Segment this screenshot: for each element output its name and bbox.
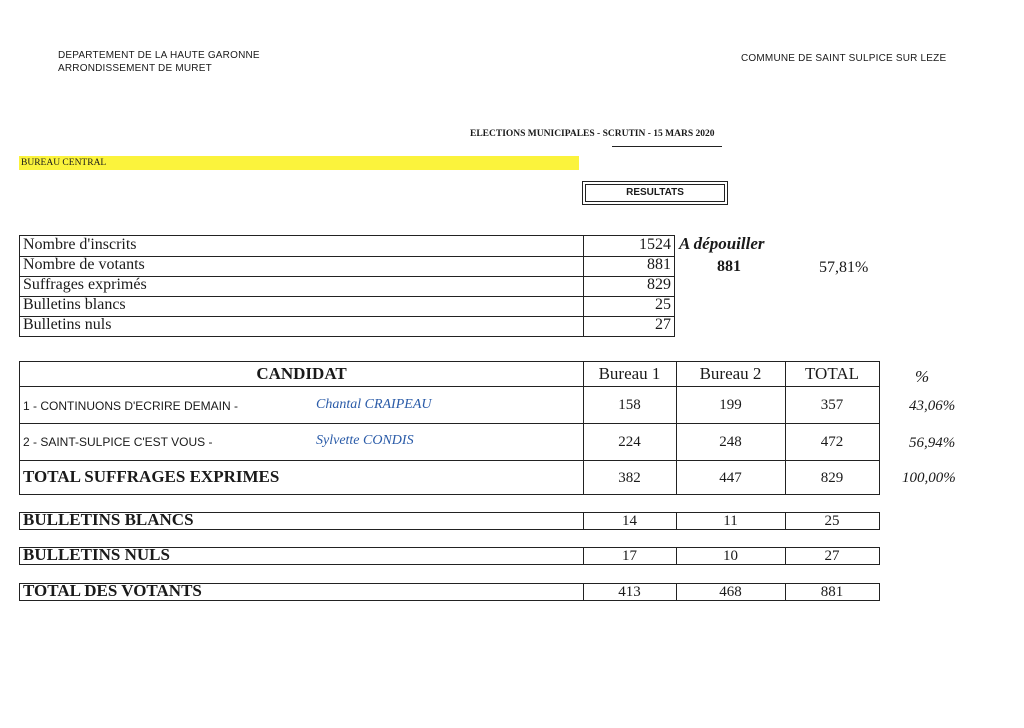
exprimes-label: Suffrages exprimés <box>23 276 147 293</box>
list-1-candidate: Chantal CRAIPEAU <box>316 397 432 412</box>
list-1-bureau2: 199 <box>719 397 742 413</box>
blancs-label: Bulletins blancs <box>23 296 126 313</box>
blancs-row-total: 25 <box>824 513 840 529</box>
pct-header: % <box>915 367 930 386</box>
exprimes-value: 829 <box>647 276 671 293</box>
list-1-bureau1: 158 <box>618 397 641 413</box>
list-1-total: 357 <box>820 397 844 413</box>
blancs-row-label: BULLETINS BLANCS <box>23 510 194 529</box>
commune-header: COMMUNE DE SAINT SULPICE SUR LEZE <box>741 53 947 64</box>
list-2-name: 2 - SAINT-SULPICE C'EST VOUS - <box>23 435 213 449</box>
total-exprimes-bureau2: 447 <box>719 470 742 486</box>
nuls-row <box>19 547 880 565</box>
nuls-value: 27 <box>655 316 671 333</box>
a-depouiller-value: 881 <box>717 258 741 275</box>
total-header: TOTAL <box>804 364 860 383</box>
election-title: ELECTIONS MUNICIPALES - SCRUTIN - 15 MARS 2020 <box>470 129 715 139</box>
results-box <box>582 181 728 205</box>
nuls-row-bureau2: 10 <box>723 548 738 564</box>
summary-table <box>19 235 675 337</box>
inscrits-label: Nombre d'inscrits <box>23 236 137 253</box>
results-table <box>19 361 880 495</box>
results-label: RESULTATS <box>585 184 725 202</box>
bureau2-header: Bureau 2 <box>699 364 762 383</box>
nuls-row-label: BULLETINS NULS <box>23 545 170 564</box>
total-votants-bureau2: 468 <box>719 584 742 600</box>
total-votants-bureau1: 413 <box>618 584 641 600</box>
department-line: DEPARTEMENT DE LA HAUTE GARONNE <box>58 50 260 61</box>
list-1-name: 1 - CONTINUONS D'ECRIRE DEMAIN - <box>23 399 238 413</box>
list-2-pct: 56,94% <box>909 435 956 451</box>
bureau1-header: Bureau 1 <box>598 364 661 383</box>
blancs-value: 25 <box>655 296 671 313</box>
list-1-pct: 43,06% <box>909 398 956 414</box>
votants-value: 881 <box>647 256 671 273</box>
total-exprimes-total: 829 <box>820 470 844 486</box>
total-pct: 100,00% <box>902 470 956 486</box>
total-votants-row <box>19 583 880 601</box>
votants-label: Nombre de votants <box>23 256 145 273</box>
participation-rate: 57,81% <box>819 259 869 276</box>
a-depouiller-label: A dépouiller <box>679 234 765 253</box>
list-2-total: 472 <box>820 434 844 450</box>
candidat-header: CANDIDAT <box>256 364 347 383</box>
total-exprimes-label: TOTAL SUFFRAGES EXPRIMES <box>23 467 280 486</box>
inscrits-value: 1524 <box>639 236 671 253</box>
list-2-bureau2: 248 <box>719 434 742 450</box>
total-exprimes-bureau1: 382 <box>618 470 641 486</box>
nuls-row-bureau1: 17 <box>622 548 637 564</box>
total-votants-label: TOTAL DES VOTANTS <box>23 581 202 600</box>
blancs-row-bureau1: 14 <box>622 513 637 529</box>
bureau-central-label: BUREAU CENTRAL <box>19 156 579 170</box>
arrondissement-line: ARRONDISSEMENT DE MURET <box>58 63 212 74</box>
nuls-row-total: 27 <box>824 548 840 564</box>
blancs-row <box>19 512 880 530</box>
nuls-label: Bulletins nuls <box>23 316 112 333</box>
list-2-candidate: Sylvette CONDIS <box>316 433 414 448</box>
total-votants-total: 881 <box>820 584 844 600</box>
list-2-bureau1: 224 <box>618 434 641 450</box>
title-underline <box>612 146 722 147</box>
blancs-row-bureau2: 11 <box>723 513 738 529</box>
department-header <box>58 49 260 75</box>
